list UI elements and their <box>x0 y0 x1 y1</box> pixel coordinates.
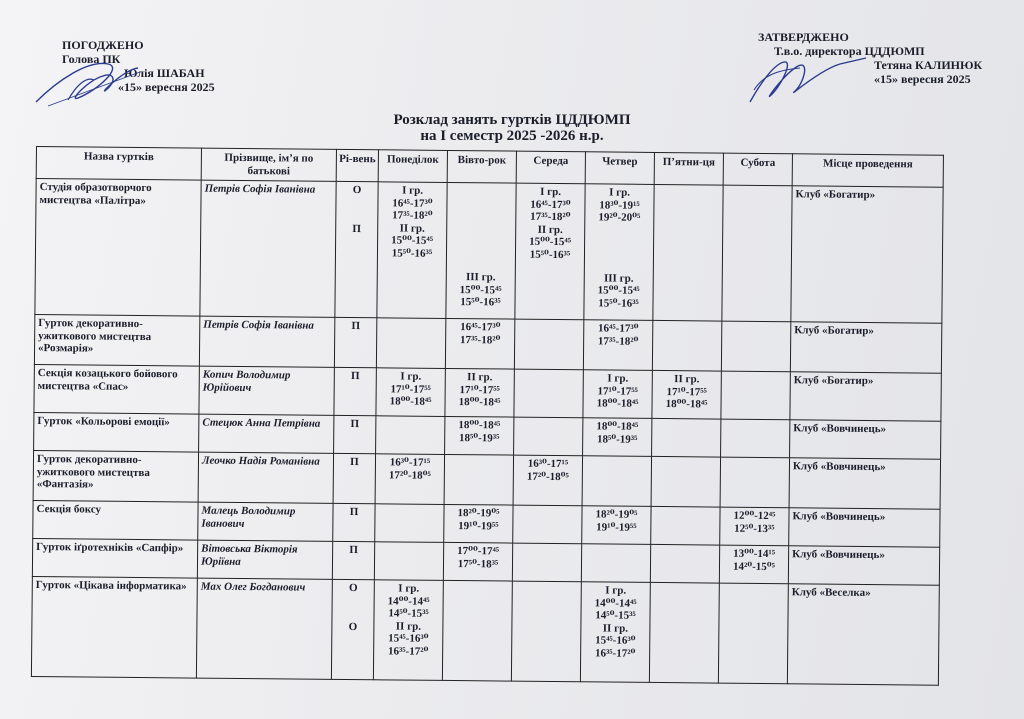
group-label: І гр. <box>609 186 631 199</box>
circle-name: Студія образотворчого мистецтва «Палітра» <box>35 179 201 317</box>
time-slot: 15⁵⁰-16³⁵ <box>598 296 639 310</box>
time-slot: 18⁵⁰-19³⁵ <box>458 431 500 444</box>
friday-cell <box>650 544 719 583</box>
saturday-cell <box>719 545 788 584</box>
time-slot: 16³⁰-17¹⁵ <box>389 456 431 469</box>
group-label: ІІ гр. <box>602 621 629 635</box>
level-value: О <box>348 582 358 595</box>
time-slot: 16⁴⁵-17³⁰ <box>598 322 639 335</box>
approval-right-signer: Тетяна КАЛИНЮК <box>874 58 983 72</box>
place-cell: Клуб «Богатир» <box>790 322 941 373</box>
thursday-cell <box>583 370 652 419</box>
friday-cell <box>652 370 721 419</box>
wednesday-cell <box>515 183 585 320</box>
friday-cell <box>652 320 721 371</box>
time-slot: 14⁰⁰-14⁴⁵ <box>594 596 637 610</box>
monday-cell <box>376 416 445 455</box>
time-slot: 17²⁰-18⁰⁵ <box>526 470 569 483</box>
level-cell <box>335 181 378 317</box>
place-cell: Клуб «Вовчинець» <box>789 458 940 509</box>
saturday-cell <box>721 321 790 372</box>
place-cell: Клуб «Богатир» <box>790 372 941 421</box>
time-slot: 12⁰⁰-12⁴⁵ <box>733 509 776 523</box>
circle-name: Секція боксу <box>33 500 198 540</box>
group-label: І гр. <box>605 584 627 597</box>
time-slot: 16³⁵-17²⁰ <box>387 644 429 658</box>
col-header-teacher: Прізвище, ім’я по батькові <box>201 148 336 181</box>
group-label: І гр. <box>607 372 629 385</box>
group-label: ІІ гр. <box>537 223 563 236</box>
time-slot: 18⁰⁰-18⁴⁵ <box>458 396 501 409</box>
teacher-name: Мах Олег Богданович <box>196 578 332 679</box>
level-value: О <box>352 184 362 197</box>
col-header-saturday: Субота <box>723 153 792 186</box>
place-cell: Клуб «Веселка» <box>787 584 939 685</box>
circle-name: Гурток декоративно-ужиткового мистецтва «Розмарія» <box>34 314 199 366</box>
group-label: ІІІ гр. <box>603 271 634 285</box>
friday-cell <box>653 184 723 321</box>
group-label: І гр. <box>540 185 562 199</box>
time-slot: 19¹⁰-19⁵⁵ <box>458 519 499 532</box>
level-cell <box>331 579 374 679</box>
col-header-level: Рі-вень <box>336 149 378 181</box>
time-slot: 12⁵⁰-13³⁵ <box>734 522 775 535</box>
time-slot: 16³⁵-17²⁰ <box>594 646 636 660</box>
wednesday-cell <box>514 369 583 418</box>
time-slot: 17¹⁰-17⁵⁵ <box>597 384 638 398</box>
tuesday-cell <box>444 454 513 505</box>
time-slot: 17³⁵-18²⁰ <box>597 334 639 348</box>
title-line-1: Розклад занять гуртків ЦДДЮМП <box>393 112 631 128</box>
table-row <box>35 179 943 324</box>
group-label: І гр. <box>398 582 420 595</box>
time-slot: 19²⁰-20⁰⁵ <box>598 211 641 224</box>
schedule-table <box>31 146 944 686</box>
saturday-cell <box>721 371 790 420</box>
thursday-cell <box>582 506 651 545</box>
time-slot: 15⁰⁰-15⁴⁵ <box>391 234 434 247</box>
circle-name: Гурток «Цікава інформатика» <box>31 576 197 678</box>
monday-cell <box>374 542 443 581</box>
thursday-cell <box>581 544 650 583</box>
group-label: ІІ гр. <box>399 221 425 235</box>
group-label: ІІ гр. <box>674 373 700 386</box>
time-slot: 15⁵⁰-16³⁵ <box>391 246 433 260</box>
tuesday-cell <box>446 182 516 319</box>
monday-cell <box>376 318 445 369</box>
friday-cell <box>652 418 721 457</box>
group-label: І гр. <box>400 370 422 383</box>
monday-cell <box>376 368 445 417</box>
table-row <box>34 364 941 421</box>
circle-name: Гурток іґротехніків «Сапфір» <box>32 538 197 578</box>
table-row <box>31 576 939 685</box>
time-slot: 15⁰⁰-15⁴⁵ <box>597 284 640 297</box>
level-value: П <box>334 317 376 367</box>
time-slot: 18⁰⁰-18⁴⁵ <box>596 397 639 410</box>
place-cell: Клуб «Богатир» <box>791 186 943 323</box>
group-label: І гр. <box>402 184 424 197</box>
time-slot: 15⁴⁵-16³⁰ <box>595 634 636 647</box>
approval-left-signer: Юлія ШАБАН <box>124 66 205 80</box>
level-value: П <box>333 453 375 503</box>
approval-left-heading: ПОГОДЖЕНО <box>62 38 144 52</box>
place-cell: Клуб «Вовчинець» <box>789 508 940 547</box>
tuesday-cell <box>442 580 512 681</box>
teacher-name: Малець Володимир Іванович <box>198 502 333 541</box>
level-value: П <box>334 367 376 415</box>
time-slot: 16⁴⁵-17³⁰ <box>460 321 501 334</box>
col-header-wednesday: Середа <box>516 151 585 184</box>
teacher-name: Стецюк Анна Петрівна <box>199 414 334 453</box>
time-slot: 15⁵⁰-16³⁵ <box>529 248 571 261</box>
saturday-cell <box>718 583 788 684</box>
time-slot: 13⁰⁰-14¹⁵ <box>733 547 776 561</box>
tuesday-cell <box>443 542 512 581</box>
time-slot: 14²⁰-15⁰⁵ <box>732 560 776 573</box>
approval-right-position: Т.в.о. директора ЦДДЮМП <box>774 44 925 58</box>
time-slot: 17³⁵-18²⁰ <box>392 209 433 222</box>
time-slot: 17¹⁰-17⁵⁵ <box>459 383 500 396</box>
level-value: О <box>348 620 358 633</box>
level-value: П <box>334 415 376 453</box>
time-slot: 15⁵⁰-16³⁵ <box>460 296 501 309</box>
time-slot: 18²⁰-19⁰⁵ <box>595 508 638 521</box>
time-slot: 16⁴⁵-17³⁰ <box>392 196 433 210</box>
circle-name: Секція козацького бойового мистецтва «Спас» <box>34 364 199 414</box>
approval-left-date: «15» вересня 2025 <box>118 80 215 94</box>
group-label: ІІ гр. <box>395 619 422 633</box>
thursday-cell <box>584 184 654 321</box>
time-slot: 17⁰⁰-17⁴⁵ <box>457 545 500 558</box>
approval-right-heading: ЗАТВЕРДЖЕНО <box>758 30 849 44</box>
time-slot: 14⁵⁰-15³⁵ <box>388 607 429 620</box>
time-slot: 15⁰⁰-15⁴⁵ <box>529 235 572 249</box>
thursday-cell <box>582 456 651 507</box>
monday-cell <box>373 580 443 681</box>
time-slot: 17¹⁰-17⁵⁵ <box>666 385 707 398</box>
time-slot: 15⁰⁰-15⁴⁵ <box>459 283 502 296</box>
tuesday-cell <box>445 318 514 369</box>
time-slot: 14⁰⁰-14⁴⁵ <box>387 594 430 608</box>
time-slot: 15⁴⁵-16³⁰ <box>388 632 429 645</box>
saturday-cell <box>721 419 790 458</box>
thursday-cell <box>583 320 652 371</box>
friday-cell <box>651 506 720 545</box>
time-slot: 17³⁵-18²⁰ <box>530 210 571 224</box>
tuesday-cell <box>445 368 514 417</box>
time-slot: 17³⁵-18²⁰ <box>459 333 501 346</box>
col-header-friday: П’ятни-ця <box>654 152 723 185</box>
time-slot: 16³⁰-17¹⁵ <box>527 457 569 471</box>
time-slot: 17¹⁰-17⁵⁵ <box>390 382 431 396</box>
circle-name: Гурток «Кольорові емоції» <box>34 412 199 452</box>
level-value: П <box>332 541 374 579</box>
place-cell: Клуб «Вовчинець» <box>790 420 941 459</box>
time-slot: 18⁵⁰-19³⁵ <box>596 432 638 446</box>
time-slot: 14⁵⁰-15³⁵ <box>595 609 636 622</box>
friday-cell <box>649 582 719 683</box>
tuesday-cell <box>445 416 514 455</box>
wednesday-cell <box>512 543 581 582</box>
teacher-name: Копич Володимир Юрійович <box>199 366 334 415</box>
wednesday-cell <box>514 417 583 456</box>
level-value: П <box>352 222 362 235</box>
time-slot: 19¹⁰-19⁵⁵ <box>596 520 637 534</box>
teacher-name: Леочко Надія Романівна <box>198 452 333 503</box>
document-title <box>0 112 1024 144</box>
wednesday-cell <box>511 581 581 682</box>
thursday-cell <box>580 582 650 683</box>
monday-cell <box>375 454 444 505</box>
time-slot: 18⁰⁰-18⁴⁵ <box>458 419 501 432</box>
wednesday-cell <box>514 319 583 370</box>
group-label: ІІІ гр. <box>465 271 496 284</box>
col-header-name: Назва гуртків <box>36 147 201 181</box>
time-slot: 18²⁰-19⁰⁵ <box>457 507 500 520</box>
signature-left <box>28 50 148 110</box>
friday-cell <box>651 456 720 507</box>
signature-right <box>740 44 870 108</box>
level-value: П <box>333 503 375 541</box>
tuesday-cell <box>444 504 513 543</box>
saturday-cell <box>722 185 792 322</box>
col-header-tuesday: Вівто-рок <box>447 150 516 183</box>
time-slot: 16⁴⁵-17³⁰ <box>530 198 571 211</box>
table-row <box>33 450 940 509</box>
saturday-cell <box>720 457 789 508</box>
time-slot: 18³⁰-19¹⁵ <box>599 198 640 212</box>
monday-cell <box>375 504 444 543</box>
col-header-thursday: Четвер <box>585 152 654 185</box>
time-slot: 18⁰⁰-18⁴⁵ <box>665 398 708 411</box>
time-slot: 17²⁰-18⁰⁵ <box>388 468 431 482</box>
table-row <box>34 314 941 373</box>
circle-name: Гурток декоративно-ужиткового мистецтва «Фантазія» <box>33 450 198 502</box>
teacher-name: Вітовська Вікторія Юріївна <box>197 540 332 579</box>
time-slot: 17⁵⁰-18³⁵ <box>457 557 499 570</box>
title-line-2: на І семестр 2025 -2026 н.р. <box>420 128 604 144</box>
teacher-name: Петрів Софія Іванівна <box>199 316 334 367</box>
approval-right-date: «15» вересня 2025 <box>874 72 971 86</box>
wednesday-cell <box>513 505 582 544</box>
col-header-monday: Понеділок <box>378 150 447 183</box>
approval-left-position: Голова ПК <box>62 52 121 66</box>
col-header-place: Місце проведення <box>792 154 943 187</box>
place-cell: Клуб «Вовчинець» <box>788 546 939 585</box>
wednesday-cell <box>513 455 582 506</box>
saturday-cell <box>720 507 789 546</box>
teacher-name: Петрів Софія Іванівна <box>200 180 336 317</box>
group-label: ІІ гр. <box>467 371 493 384</box>
thursday-cell <box>583 418 652 457</box>
time-slot: 18⁰⁰-18⁴⁵ <box>389 395 432 408</box>
monday-cell <box>377 182 447 319</box>
time-slot: 18⁰⁰-18⁴⁵ <box>596 420 639 433</box>
